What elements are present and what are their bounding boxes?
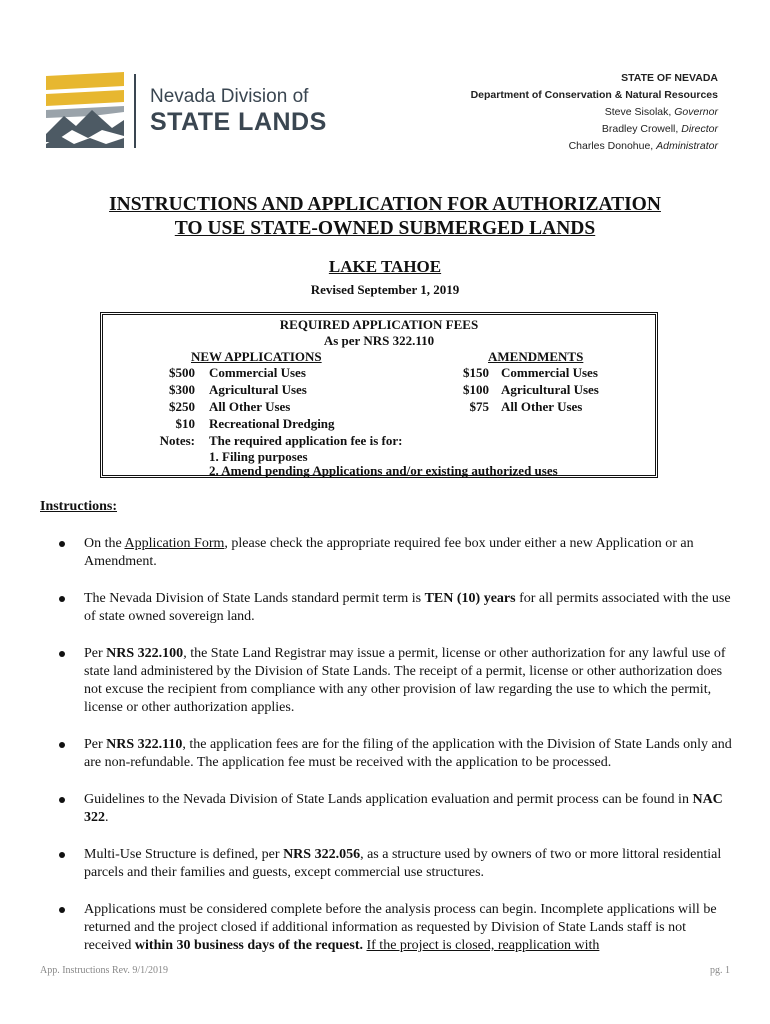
fee-row-new: $300 Agricultural Uses — [169, 382, 307, 397]
agency-logo — [42, 72, 342, 152]
list-item: Applications must be considered complete before the analysis process can begin. Incomplete applications will be returned and the project closed if additional information as requested by Division of State Lands staff is not received within 30 business days of the request. If the project is closed, reapplication with — [56, 901, 736, 955]
list-item: Per NRS 322.100, the State Land Registrar may issue a permit, license or other authorization for any lawful use of state land administered by the Division of State Lands. The receipt of a permit, license or other authorization does not excuse the recipient from compliance with any other provision of law regarding the use to which the permit, license or other authorization applies. — [56, 645, 736, 717]
list-item: Guidelines to the Nevada Division of State Lands application evaluation and permit process can be found in NAC 322. — [56, 791, 736, 827]
fee-row-amend: $150 Commercial Uses — [463, 365, 598, 380]
administrator-line: Charles Donohue, Administrator — [568, 140, 718, 152]
notes-label: Notes: — [159, 433, 195, 448]
bullet-icon — [59, 907, 65, 913]
bullet-icon — [59, 651, 65, 657]
fee-row-new: $250 All Other Uses — [169, 399, 291, 414]
list-item: On the Application Form, please check the appropriate required fee box under either a new Application or an Amendment. — [56, 535, 736, 571]
bullet-icon — [59, 596, 65, 602]
document-title: INSTRUCTIONS AND APPLICATION FOR AUTHORIZATION TO USE STATE-OWNED SUBMERGED LANDS — [109, 194, 661, 239]
bullet-icon — [59, 852, 65, 858]
fee-row-amend: $100 Agricultural Uses — [463, 382, 599, 397]
director-line: Bradley Crowell, Director — [601, 123, 718, 135]
list-item: Per NRS 322.110, the application fees are for the filing of the application with the Division of State Lands only and are non-refundable. The application fee must be received with the application to be processed. — [56, 736, 736, 772]
logo-text-state-lands: STATE LANDS — [150, 108, 327, 136]
bullet-icon — [59, 797, 65, 803]
fee-row-amend: $75 All Other Uses — [469, 399, 583, 414]
footer-revision: App. Instructions Rev. 9/1/2019 — [40, 965, 168, 976]
bullet-icon — [59, 541, 65, 547]
logo-text-division: Nevada Division of — [150, 86, 309, 107]
fee-note-item: 2. Amend pending Applications and/or existing authorized uses — [209, 463, 558, 478]
application-form-link[interactable]: Application Form — [124, 536, 225, 551]
agency-letterhead — [471, 70, 718, 155]
new-applications-heading: NEW APPLICATIONS — [191, 349, 322, 364]
department-name: Department of Conservation & Natural Resources — [470, 89, 718, 101]
revision-date: Revised September 1, 2019 — [310, 282, 460, 297]
fee-box-header: REQUIRED APPLICATION FEES — [279, 317, 479, 332]
instructions-heading: Instructions: — [40, 499, 118, 514]
list-item: The Nevada Division of State Lands standard permit term is TEN (10) years for all permits associated with the use of state owned sovereign land. — [56, 590, 736, 626]
list-item: Multi-Use Structure is defined, per NRS 322.056, as a structure used by owners of two or more littoral residential parcels and their families and guests, except commercial use structures. — [56, 846, 736, 882]
fee-notes: Notes: The required application fee is for: — [147, 433, 647, 449]
page-number: pg. 1 — [710, 965, 730, 976]
fee-box-subheader: As per NRS 322.110 — [323, 333, 435, 348]
fee-row-new: $500 Commercial Uses — [169, 365, 306, 380]
amendments-heading: AMENDMENTS — [488, 349, 584, 364]
mountain-logo-icon — [42, 72, 130, 150]
fee-row-new: $10 Recreational Dredging — [175, 416, 335, 431]
fee-box — [100, 312, 658, 478]
instructions-list — [56, 535, 736, 974]
state-name: STATE OF NEVADA — [621, 72, 718, 84]
bullet-icon — [59, 742, 65, 748]
location-title: LAKE TAHOE — [328, 257, 442, 276]
logo-divider — [134, 74, 136, 148]
fee-note-item: 1. Filing purposes — [209, 449, 308, 464]
governor-line: Steve Sisolak, Governor — [604, 106, 718, 118]
